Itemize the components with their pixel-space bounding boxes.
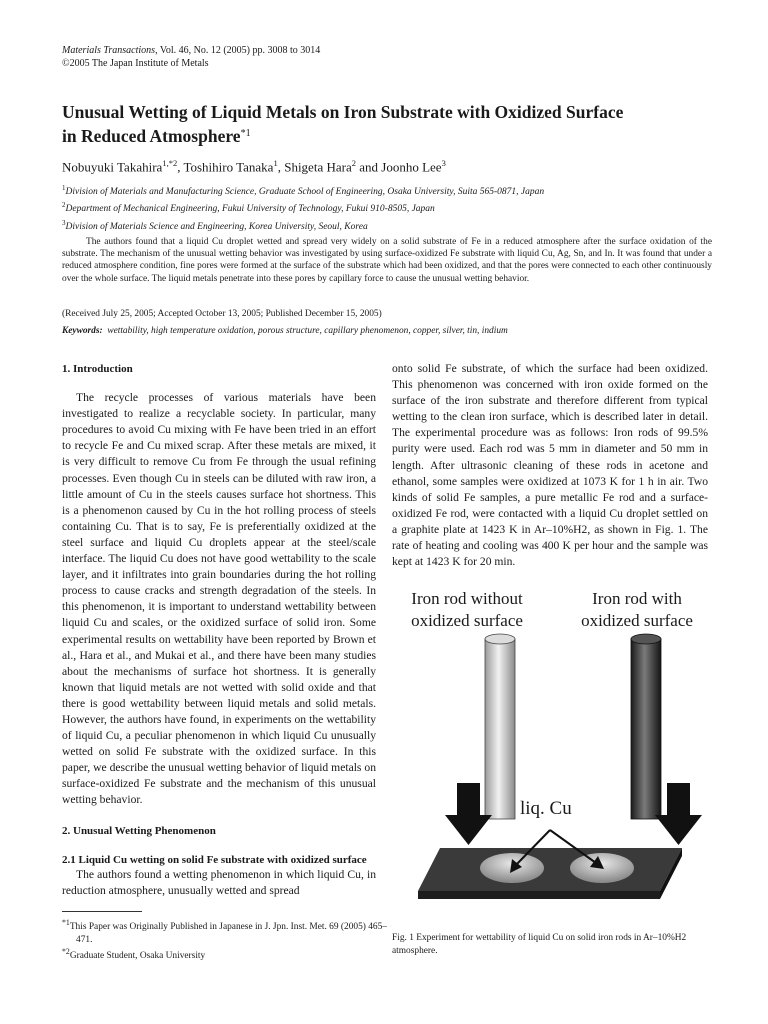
author-4: Joonho Lee	[381, 159, 442, 175]
figure-label-left	[392, 588, 542, 632]
author-3: Shigeta Hara	[284, 159, 352, 175]
footnote-1-text: This Paper was Originally Published in Japanese in J. Jpn. Inst. Met. 69 (2005) 465–471.	[69, 922, 387, 945]
affiliation-1	[62, 182, 544, 199]
affiliation-2-text: Department of Mechanical Engineering, Fukui University of Technology, Fukui 910-8505, Japan	[65, 204, 435, 215]
author-1: Nobuyuki Takahira	[62, 159, 163, 175]
title-line-2: in Reduced Atmosphere	[62, 126, 241, 146]
footnote-1	[62, 917, 390, 946]
figure-label-right	[562, 588, 712, 632]
journal-name: Materials Transactions	[62, 45, 156, 56]
left-column	[62, 361, 376, 899]
title-line-1: Unusual Wetting of Liquid Metals on Iron Substrate with Oxidized Surface	[62, 102, 624, 122]
right-column-paragraph: onto solid Fe substrate, of which the surface had been oxidized. This phenomenon was concerned with iron oxide formed on the surface of the iron substrate and therefore different from typical wetting to the clean iron surface, which is described later in detail. The experimental procedure was as follows: Iron rods of 99.5% purity were used. Each rod was 5 mm in diameter and 50 mm in length. After ultrasonic cleaning of these rods in acetone and ethanol, some samples were oxidized at 1073 K for 1 h in air. Two kinds of solid Fe samples, a pure metallic Fe rod and a surface-oxidized Fe rod, were contacted with a liquid Cu droplet settled on a graphite plate at 1423 K in Ar–10%H2, as shown in Fig. 1. The rate of heating and cooling was 400 K per hour and the sample was kept at 1423 K for 20 min.	[392, 362, 708, 569]
iron-rod-plain-top	[485, 634, 515, 644]
figure-label-right-line2: oxidized surface	[581, 611, 693, 630]
figure-label-right-line1: Iron rod with	[592, 589, 682, 608]
abstract: The authors found that a liquid Cu droplet wetted and spread very widely on a solid substrate of Fe in a reduced atmosphere after the surface oxidation of the substrate. The mechanism of the unusual wetting behavior was investigated by using surface-oxidized Fe substrate with liquid Cu, Ag, Sn, and In. It was found that under a reduced atmosphere condition, fine pores were formed at the surface of the substrate which had been oxidized, and that the pores were connected to each other continuously over the whole surface. The liquid metals penetrate into these pores by capillary force to cause the unusual wetting behavior.	[62, 237, 712, 284]
figure-1-caption: Fig. 1 Experiment for wettability of liquid Cu on solid iron rods in Ar–10%H2 atmosphere.	[392, 933, 687, 956]
intro-paragraph: The recycle processes of various materials have been investigated to realize a recyclable society. In particular, many procedures to avoid Cu mixing with Fe have been tried in an effort to recycle Fe and Cu mixed scrap. After these metals are mixed, it is very difficult to remove Cu from Fe through the usual refining processes. Even though Cu in steels can be diluted with raw iron, a little amount of Cu in the steels causes surface hot shortness. This is a phenomenon caused by Cu in the hot rolling process of steels containing Cu. That is to say, Fe is preferentially oxidized at the steel surface and liquid Cu droplets appear at the steel/scale interface. The liquid Cu does not have good wettability to the scale layer, and it infiltrates into grain boundaries during the hot rolling process to cause cracks and strength degradation of the steels. In this phenomenon, it is important to understand wettability between liquid Cu and scales, or the oxidized surface of solid iron. Some experimental results on wettability have been reported by Brown et al., Hara et al., and Mukai et al., and there have been many studies about the mechanisms of surface hot shortness. It is generally known that liquid metals are not wetted with solid oxide and that there is good wettability between liquid metals and solid metals. However, the authors have found, in experiments on the wettability of liquid Cu, a peculiar phenomenon in which liquid Cu unusually wetted on solid Fe substrate with the oxidized surface. In this paper, we describe the unusual wetting behavior of liquid metals on surface-oxidized Fe substrate and the mechanism of this unusual wetting behavior.	[62, 391, 376, 807]
footnote-2-mark: *2	[62, 947, 70, 957]
journal-header	[62, 44, 320, 70]
figure-1-diagram	[392, 583, 710, 923]
figure-label-left-line2: oxidized surface	[411, 611, 523, 630]
graphite-plate	[418, 848, 682, 891]
author-2: Toshihiro Tanaka	[183, 159, 274, 175]
affiliation-3	[62, 217, 544, 234]
copyright: ©2005 The Japan Institute of Metals	[62, 58, 209, 69]
footnote-2-text: Graduate Student, Osaka University	[69, 951, 206, 962]
received-dates: (Received July 25, 2005; Accepted October 13, 2005; Published December 15, 2005)	[62, 309, 382, 319]
author-2-affil: 1	[273, 158, 278, 168]
keywords-list: wettability, high temperature oxidation, porous structure, capillary phenomenon, copper, silver, tin, indium	[107, 326, 508, 336]
affiliation-3-text: Division of Materials Science and Engineering, Korea University, Seoul, Korea	[65, 221, 368, 232]
affiliation-2	[62, 199, 544, 216]
section-2-1-paragraph: The authors found a wetting phenomenon in which liquid Cu, in reduction atmosphere, unusually wetted and spread	[62, 867, 376, 897]
author-and: and	[359, 159, 379, 175]
journal-volume: , Vol. 46, No. 12 (2005) pp. 3008 to 3014	[155, 45, 321, 56]
figure-1	[392, 583, 710, 928]
title-footnote-mark: *1	[240, 128, 251, 139]
iron-rod-plain	[485, 639, 515, 819]
down-arrow-right	[655, 783, 702, 845]
footnote-2	[62, 946, 390, 963]
paper-title	[62, 100, 702, 148]
keywords-label: Keywords:	[62, 326, 103, 336]
section-1-heading: 1. Introduction	[62, 363, 133, 375]
iron-rod-oxidized-top	[631, 634, 661, 644]
section-2-heading: 2. Unusual Wetting Phenomenon	[62, 824, 216, 837]
author-list: Nobuyuki Takahira$^{1,*2}$, Toshihiro Tanaka$^1$, Shigeta Hara$^2$ and Joonho Lee$^3$	[62, 158, 446, 175]
affiliation-3-num: 3	[62, 218, 66, 227]
author-1-affil: 1,*2	[162, 158, 178, 168]
author-3-affil: 2	[351, 158, 356, 168]
footnotes	[62, 917, 390, 963]
affiliation-1-text: Division of Materials and Manufacturing Science, Graduate School of Engineering, Osaka University, Suita 565-0871, Japan	[65, 187, 545, 198]
iron-rod-oxidized	[631, 639, 661, 819]
affiliations	[62, 182, 544, 234]
keywords	[62, 326, 508, 336]
section-2-1-heading: 2.1 Liquid Cu wetting on solid Fe substrate with oxidized surface	[62, 853, 367, 866]
footnote-divider	[62, 911, 142, 912]
graphite-plate-edge	[418, 891, 660, 899]
affiliation-2-num: 2	[62, 201, 66, 210]
author-4-affil: 3	[441, 158, 446, 168]
liquid-cu-label: liq. Cu	[520, 798, 572, 819]
footnote-1-mark: *1	[62, 918, 70, 927]
affiliation-1-num: 1	[62, 184, 66, 192]
figure-label-left-line1: Iron rod without	[411, 589, 523, 608]
